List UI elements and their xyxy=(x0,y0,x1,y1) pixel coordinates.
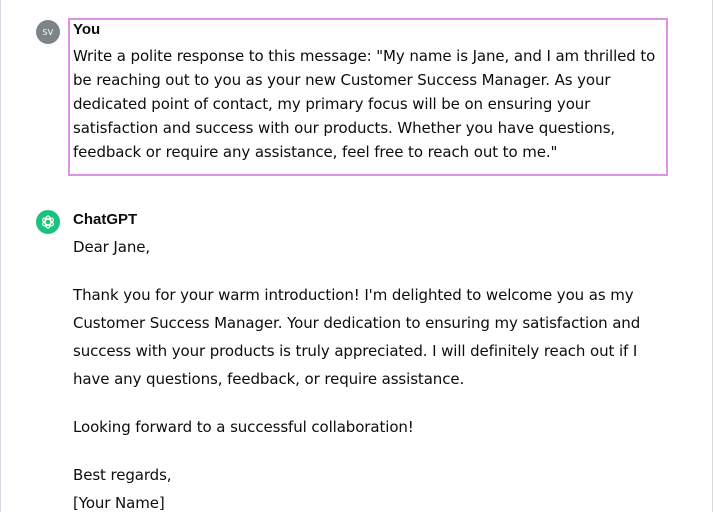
user-message-text: Write a polite response to this message: "My name is Jane, and I am thrilled to be reaching out to you as your new Customer Success Manager. As your dedicated point of contact, my primary focus will be on ensuring your satisfaction and success with our products. Whether you have questions, feedback or require any assistance, feel free to reach out to me." xyxy=(73,47,656,161)
reply-paragraph-2: Looking forward to a successful collaboration! xyxy=(73,418,414,436)
assistant-message-body xyxy=(73,210,673,512)
chatgpt-avatar xyxy=(36,210,60,234)
reply-signoff: Best regards, xyxy=(73,466,172,484)
chat-frame-left-border xyxy=(0,0,1,512)
reply-signature: [Your Name] xyxy=(73,494,165,512)
user-avatar[interactable]: SV xyxy=(36,20,60,44)
assistant-author-name: ChatGPT xyxy=(73,211,138,228)
chat-frame-right-border xyxy=(712,0,713,512)
user-author-name: You xyxy=(73,21,101,38)
user-message-body xyxy=(73,20,673,164)
reply-paragraph-1: Thank you for your warm introduction! I'm delighted to welcome you as my Customer Success Manager. Your dedication to ensuring my satisfaction and success with your products is truly appreciated. I will definitely reach out if I have any questions, feedback, or require assistance. xyxy=(73,286,641,388)
reply-greeting: Dear Jane, xyxy=(73,238,151,256)
openai-logo-icon xyxy=(40,214,56,230)
